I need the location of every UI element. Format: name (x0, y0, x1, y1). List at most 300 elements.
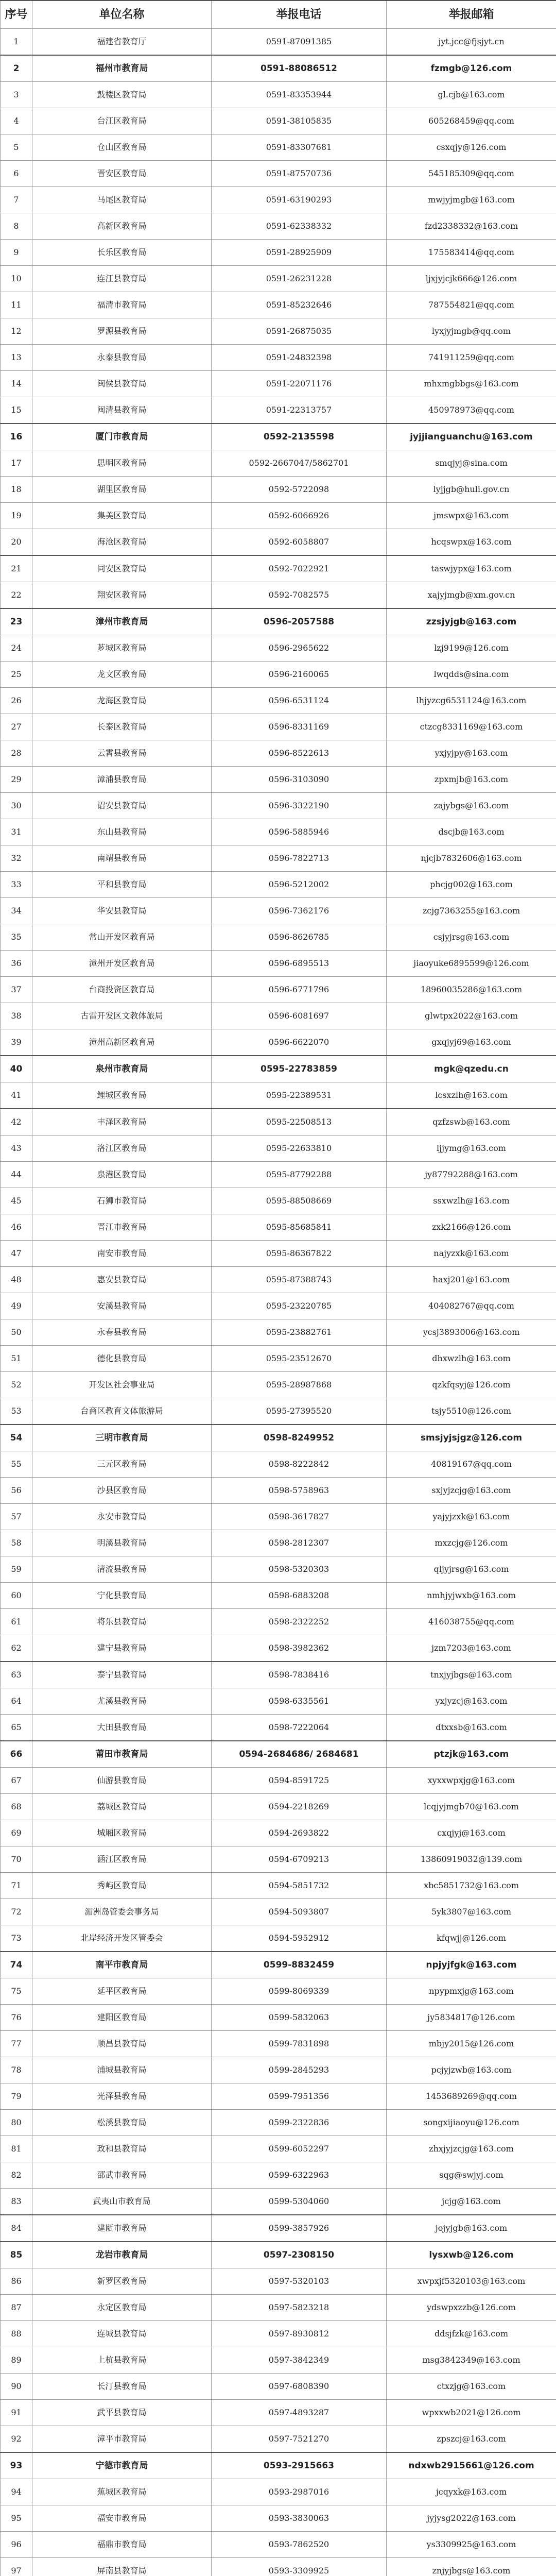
phone-cell: 0598-3982362 (212, 1635, 387, 1662)
unit-name-cell: 沙县区教育局 (32, 1478, 212, 1504)
phone-cell: 0594-2218269 (212, 1794, 387, 1820)
phone-cell: 0591-22313757 (212, 397, 387, 424)
row-index-cell: 58 (1, 1530, 32, 1556)
unit-name-cell: 三明市教育局 (32, 1425, 212, 1451)
row-index-cell: 65 (1, 1715, 32, 1741)
email-cell: tnxjyjbgs@163.com (387, 1662, 556, 1688)
email-cell: najyzxk@163.com (387, 1241, 556, 1267)
table-row (1, 872, 556, 898)
table-row (1, 1082, 556, 1109)
table-row (1, 688, 556, 714)
table-row (1, 1003, 556, 1029)
email-cell: zpszcj@163.com (387, 2426, 556, 2453)
phone-cell: 0591-26875035 (212, 318, 387, 345)
unit-name-cell: 光泽县教育局 (32, 2083, 212, 2110)
table-row (1, 2242, 556, 2268)
unit-name-cell: 北岸经济开发区管委会 (32, 1925, 212, 1952)
email-cell: 404082767@qq.com (387, 1293, 556, 1319)
email-cell: tsjy5510@126.com (387, 1398, 556, 1425)
phone-cell: 0595-23220785 (212, 1293, 387, 1319)
table-row (1, 2189, 556, 2215)
row-index-cell: 31 (1, 819, 32, 845)
phone-cell: 0592-6058807 (212, 529, 387, 556)
email-cell: yxjyzcj@163.com (387, 1688, 556, 1715)
row-index-cell: 28 (1, 740, 32, 767)
email-cell: csjyjrsg@163.com (387, 924, 556, 951)
unit-name-cell: 南靖县教育局 (32, 845, 212, 872)
row-index-cell: 9 (1, 240, 32, 266)
phone-cell: 0598-3617827 (212, 1504, 387, 1530)
unit-name-cell: 晋江市教育局 (32, 1214, 212, 1241)
row-index-cell: 21 (1, 555, 32, 582)
unit-name-cell: 集美区教育局 (32, 503, 212, 529)
table-row (1, 662, 556, 688)
email-cell: yajyjzxk@163.com (387, 1504, 556, 1530)
phone-cell: 0591-88086512 (212, 55, 387, 82)
table-row (1, 1846, 556, 1873)
unit-name-cell: 安溪县教育局 (32, 1293, 212, 1319)
row-index-cell: 61 (1, 1609, 32, 1635)
email-cell: csxqjy@126.com (387, 134, 556, 161)
unit-name-cell: 华安县教育局 (32, 898, 212, 924)
row-index-cell: 49 (1, 1293, 32, 1319)
phone-cell: 0591-26231228 (212, 266, 387, 292)
phone-cell: 0594-5952912 (212, 1925, 387, 1952)
unit-name-cell: 漳浦县教育局 (32, 767, 212, 793)
email-cell: smsjyjsjgz@126.com (387, 1425, 556, 1451)
phone-cell: 0598-5758963 (212, 1478, 387, 1504)
table-row (1, 1478, 556, 1504)
phone-cell: 0597-5823218 (212, 2295, 387, 2321)
email-cell: kfqwjj@126.com (387, 1925, 556, 1952)
row-index-cell: 35 (1, 924, 32, 951)
unit-name-cell: 龙海区教育局 (32, 688, 212, 714)
phone-cell: 0596-7822713 (212, 845, 387, 872)
unit-name-cell: 思明区教育局 (32, 450, 212, 477)
unit-name-cell: 建瓯市教育局 (32, 2215, 212, 2242)
unit-name-cell: 长乐区教育局 (32, 240, 212, 266)
table-row (1, 1899, 556, 1925)
table-row (1, 1319, 556, 1346)
unit-name-cell: 长汀县教育局 (32, 2374, 212, 2400)
row-index-cell: 97 (1, 2558, 32, 2576)
phone-cell: 0599-3857926 (212, 2215, 387, 2242)
unit-name-cell: 晋安区教育局 (32, 161, 212, 187)
table-row (1, 1451, 556, 1478)
table-row (1, 1241, 556, 1267)
row-index-cell: 92 (1, 2426, 32, 2453)
table-row (1, 635, 556, 662)
email-cell: cxqjyj@163.com (387, 1820, 556, 1846)
phone-cell: 0598-2322252 (212, 1609, 387, 1635)
email-cell: jyjjianguanchu@163.com (387, 423, 556, 450)
phone-cell: 0598-8222842 (212, 1451, 387, 1478)
email-cell: qzkfqsyj@126.com (387, 1372, 556, 1398)
unit-name-cell: 邵武市教育局 (32, 2162, 212, 2189)
phone-cell: 0596-6895513 (212, 951, 387, 977)
table-row (1, 2110, 556, 2136)
unit-name-cell: 泉州市教育局 (32, 1056, 212, 1082)
unit-name-cell: 闽侯县教育局 (32, 371, 212, 397)
unit-name-cell: 城厢区教育局 (32, 1820, 212, 1846)
phone-cell: 0597-7521270 (212, 2426, 387, 2453)
table-row (1, 1109, 556, 1136)
unit-name-cell: 建宁县教育局 (32, 1635, 212, 1662)
table-row (1, 2057, 556, 2083)
table-row (1, 503, 556, 529)
row-index-cell: 40 (1, 1056, 32, 1082)
table-row (1, 108, 556, 134)
phone-cell: 0599-5304060 (212, 2189, 387, 2215)
row-index-cell: 26 (1, 688, 32, 714)
unit-name-cell: 连城县教育局 (32, 2321, 212, 2347)
row-index-cell: 83 (1, 2189, 32, 2215)
phone-cell: 0591-24832398 (212, 345, 387, 371)
unit-name-cell: 漳州高新区教育局 (32, 1029, 212, 1056)
email-cell: 741911259@qq.com (387, 345, 556, 371)
table-row (1, 2083, 556, 2110)
email-cell: zhxjyjzcjg@163.com (387, 2136, 556, 2162)
unit-name-cell: 浦城县教育局 (32, 2057, 212, 2083)
table-row (1, 1635, 556, 1662)
table-row (1, 555, 556, 582)
table-row (1, 1662, 556, 1688)
table-row (1, 2532, 556, 2558)
unit-name-cell: 龙文区教育局 (32, 662, 212, 688)
unit-name-cell: 平和县教育局 (32, 872, 212, 898)
phone-cell: 0599-6052297 (212, 2136, 387, 2162)
email-cell: znjyjbgs@163.com (387, 2558, 556, 2576)
table-row (1, 1768, 556, 1794)
email-cell: haxj201@163.com (387, 1267, 556, 1293)
table-row (1, 266, 556, 292)
unit-name-cell: 鼓楼区教育局 (32, 82, 212, 108)
phone-cell: 0596-6531124 (212, 688, 387, 714)
phone-cell: 0591-83307681 (212, 134, 387, 161)
phone-cell: 0594-5093807 (212, 1899, 387, 1925)
table-row (1, 1583, 556, 1609)
phone-cell: 0592-6066926 (212, 503, 387, 529)
header-email: 举报邮箱 (387, 1, 556, 29)
email-cell: jmswpx@163.com (387, 503, 556, 529)
email-cell: ydswpxzzb@126.com (387, 2295, 556, 2321)
row-index-cell: 43 (1, 1136, 32, 1162)
row-index-cell: 5 (1, 134, 32, 161)
row-index-cell: 38 (1, 1003, 32, 1029)
unit-name-cell: 莆田市教育局 (32, 1741, 212, 1768)
email-cell: lysxwb@126.com (387, 2242, 556, 2268)
phone-cell: 0598-8249952 (212, 1425, 387, 1451)
phone-cell: 0593-3830063 (212, 2505, 387, 2532)
row-index-cell: 16 (1, 423, 32, 450)
phone-cell: 0591-85232646 (212, 292, 387, 318)
table-row (1, 924, 556, 951)
email-cell: ljjymg@163.com (387, 1136, 556, 1162)
table-row (1, 2479, 556, 2505)
phone-cell: 0595-28987868 (212, 1372, 387, 1398)
row-index-cell: 2 (1, 55, 32, 82)
unit-name-cell: 政和县教育局 (32, 2136, 212, 2162)
unit-name-cell: 洛江区教育局 (32, 1136, 212, 1162)
table-row (1, 1398, 556, 1425)
table-row (1, 1688, 556, 1715)
row-index-cell: 86 (1, 2268, 32, 2295)
row-index-cell: 54 (1, 1425, 32, 1451)
unit-name-cell: 福安市教育局 (32, 2505, 212, 2532)
phone-cell: 0596-2965622 (212, 635, 387, 662)
row-index-cell: 29 (1, 767, 32, 793)
row-index-cell: 57 (1, 1504, 32, 1530)
row-index-cell: 95 (1, 2505, 32, 2532)
header-unit: 单位名称 (32, 1, 212, 29)
table-row (1, 240, 556, 266)
email-cell: lyxjyjmgb@qq.com (387, 318, 556, 345)
row-index-cell: 50 (1, 1319, 32, 1346)
unit-name-cell: 蕉城区教育局 (32, 2479, 212, 2505)
table-row (1, 213, 556, 240)
row-index-cell: 82 (1, 2162, 32, 2189)
email-cell: jy87792288@163.com (387, 1162, 556, 1188)
unit-name-cell: 南安市教育局 (32, 1241, 212, 1267)
email-cell: qzfzswb@163.com (387, 1109, 556, 1136)
email-cell: jy5834817@126.com (387, 2005, 556, 2031)
unit-name-cell: 尤溪县教育局 (32, 1688, 212, 1715)
email-cell: lcsxzlh@163.com (387, 1082, 556, 1109)
email-cell: 175583414@qq.com (387, 240, 556, 266)
table-row (1, 1715, 556, 1741)
phone-cell: 0593-2987016 (212, 2479, 387, 2505)
table-row (1, 1820, 556, 1846)
phone-cell: 0596-3322190 (212, 793, 387, 819)
email-cell: dhxwzlh@163.com (387, 1346, 556, 1372)
row-index-cell: 32 (1, 845, 32, 872)
unit-name-cell: 开发区社会事业局 (32, 1372, 212, 1398)
table-row (1, 1136, 556, 1162)
phone-cell: 0596-5885946 (212, 819, 387, 845)
unit-name-cell: 南平市教育局 (32, 1952, 212, 1978)
unit-name-cell: 宁化县教育局 (32, 1583, 212, 1609)
row-index-cell: 10 (1, 266, 32, 292)
row-index-cell: 11 (1, 292, 32, 318)
phone-cell: 0596-6771796 (212, 977, 387, 1003)
row-index-cell: 46 (1, 1214, 32, 1241)
table-row (1, 371, 556, 397)
unit-name-cell: 漳平市教育局 (32, 2426, 212, 2453)
table-row (1, 292, 556, 318)
table-row (1, 1267, 556, 1293)
table-row (1, 187, 556, 213)
row-index-cell: 87 (1, 2295, 32, 2321)
phone-cell: 0597-8930812 (212, 2321, 387, 2347)
row-index-cell: 77 (1, 2031, 32, 2057)
table-row (1, 977, 556, 1003)
row-index-cell: 75 (1, 1978, 32, 2005)
email-cell: xbc5851732@163.com (387, 1873, 556, 1899)
unit-name-cell: 宁德市教育局 (32, 2452, 212, 2479)
email-cell: nmhjyjwxb@163.com (387, 1583, 556, 1609)
phone-cell: 0597-5320103 (212, 2268, 387, 2295)
phone-cell: 0591-38105835 (212, 108, 387, 134)
unit-name-cell: 延平区教育局 (32, 1978, 212, 2005)
phone-cell: 0592-5722098 (212, 477, 387, 503)
phone-cell: 0594-8591725 (212, 1768, 387, 1794)
row-index-cell: 22 (1, 582, 32, 609)
phone-cell: 0595-22783859 (212, 1056, 387, 1082)
row-index-cell: 93 (1, 2452, 32, 2479)
unit-name-cell: 武平县教育局 (32, 2400, 212, 2426)
table-row (1, 423, 556, 450)
email-cell: wpxxwb2021@126.com (387, 2400, 556, 2426)
email-cell: gl.cjb@163.com (387, 82, 556, 108)
phone-cell: 0595-22633810 (212, 1136, 387, 1162)
email-cell: 450978973@qq.com (387, 397, 556, 424)
email-cell: fzmgb@126.com (387, 55, 556, 82)
phone-cell: 0595-87388743 (212, 1267, 387, 1293)
table-row (1, 1925, 556, 1952)
row-index-cell: 63 (1, 1662, 32, 1688)
table-row (1, 1056, 556, 1082)
phone-cell: 0596-8626785 (212, 924, 387, 951)
email-cell: zxk2166@126.com (387, 1214, 556, 1241)
phone-cell: 0598-5320303 (212, 1556, 387, 1583)
unit-name-cell: 惠安县教育局 (32, 1267, 212, 1293)
table-row (1, 1530, 556, 1556)
email-cell: ddsjfzk@163.com (387, 2321, 556, 2347)
phone-cell: 0591-87091385 (212, 29, 387, 56)
phone-cell: 0596-6622070 (212, 1029, 387, 1056)
phone-cell: 0597-3842349 (212, 2347, 387, 2374)
phone-cell: 0597-6808390 (212, 2374, 387, 2400)
unit-name-cell: 云霄县教育局 (32, 740, 212, 767)
email-cell: 1453689269@qq.com (387, 2083, 556, 2110)
row-index-cell: 3 (1, 82, 32, 108)
phone-cell: 0599-8832459 (212, 1952, 387, 1978)
email-cell: ctxzjg@163.com (387, 2374, 556, 2400)
table-row (1, 529, 556, 556)
table-row (1, 1952, 556, 1978)
row-index-cell: 78 (1, 2057, 32, 2083)
email-cell: glwtpx2022@163.com (387, 1003, 556, 1029)
row-index-cell: 73 (1, 1925, 32, 1952)
unit-name-cell: 建阳区教育局 (32, 2005, 212, 2031)
unit-name-cell: 台商区教育文体旅游局 (32, 1398, 212, 1425)
row-index-cell: 60 (1, 1583, 32, 1609)
table-row (1, 2452, 556, 2479)
unit-name-cell: 鲤城区教育局 (32, 1082, 212, 1109)
row-index-cell: 56 (1, 1478, 32, 1504)
row-index-cell: 89 (1, 2347, 32, 2374)
unit-name-cell: 东山县教育局 (32, 819, 212, 845)
email-cell: xyxxwpxjg@163.com (387, 1768, 556, 1794)
phone-cell: 0595-86367822 (212, 1241, 387, 1267)
table-row (1, 1346, 556, 1372)
phone-cell: 0599-2845293 (212, 2057, 387, 2083)
unit-name-cell: 新罗区教育局 (32, 2268, 212, 2295)
phone-cell: 0598-2812307 (212, 1530, 387, 1556)
unit-name-cell: 清流县教育局 (32, 1556, 212, 1583)
table-row (1, 477, 556, 503)
table-row (1, 2136, 556, 2162)
row-index-cell: 27 (1, 714, 32, 740)
table-row (1, 82, 556, 108)
row-index-cell: 36 (1, 951, 32, 977)
unit-name-cell: 漳州市教育局 (32, 608, 212, 635)
phone-cell: 0595-87792288 (212, 1162, 387, 1188)
table-row (1, 2295, 556, 2321)
unit-name-cell: 仙游县教育局 (32, 1768, 212, 1794)
row-index-cell: 44 (1, 1162, 32, 1188)
table-row (1, 1504, 556, 1530)
row-index-cell: 59 (1, 1556, 32, 1583)
row-index-cell: 81 (1, 2136, 32, 2162)
row-index-cell: 37 (1, 977, 32, 1003)
row-index-cell: 53 (1, 1398, 32, 1425)
phone-cell: 0597-4893287 (212, 2400, 387, 2426)
email-cell: sxjyjzcjg@163.com (387, 1478, 556, 1504)
unit-name-cell: 永安市教育局 (32, 1504, 212, 1530)
table-row (1, 582, 556, 609)
unit-name-cell: 屏南县教育局 (32, 2558, 212, 2576)
phone-cell: 0596-7362176 (212, 898, 387, 924)
unit-name-cell: 大田县教育局 (32, 1715, 212, 1741)
table-row (1, 767, 556, 793)
table-row (1, 740, 556, 767)
unit-name-cell: 台商投资区教育局 (32, 977, 212, 1003)
unit-name-cell: 罗源县教育局 (32, 318, 212, 345)
email-cell: xwpxjf5320103@163.com (387, 2268, 556, 2295)
phone-cell: 0596-3103090 (212, 767, 387, 793)
email-cell: lwqdds@sina.com (387, 662, 556, 688)
table-row (1, 2426, 556, 2453)
phone-cell: 0594-2684686/ 2684681 (212, 1741, 387, 1768)
email-cell: ndxwb2915661@126.com (387, 2452, 556, 2479)
phone-cell: 0593-7862520 (212, 2532, 387, 2558)
table-row (1, 2162, 556, 2189)
email-cell: lyjjgb@huli.gov.cn (387, 477, 556, 503)
header-phone: 举报电话 (212, 1, 387, 29)
phone-cell: 0596-6081697 (212, 1003, 387, 1029)
table-row (1, 55, 556, 82)
row-index-cell: 42 (1, 1109, 32, 1136)
email-cell: 13860919032@139.com (387, 1846, 556, 1873)
unit-name-cell: 连江县教育局 (32, 266, 212, 292)
row-index-cell: 8 (1, 213, 32, 240)
unit-name-cell: 明溪县教育局 (32, 1530, 212, 1556)
unit-name-cell: 台江区教育局 (32, 108, 212, 134)
phone-cell: 0596-8331169 (212, 714, 387, 740)
table-row (1, 1162, 556, 1188)
row-index-cell: 70 (1, 1846, 32, 1873)
unit-name-cell: 永定区教育局 (32, 2295, 212, 2321)
email-cell: mxzcjg@126.com (387, 1530, 556, 1556)
row-index-cell: 34 (1, 898, 32, 924)
row-index-cell: 91 (1, 2400, 32, 2426)
row-index-cell: 17 (1, 450, 32, 477)
row-index-cell: 66 (1, 1741, 32, 1768)
email-cell: phcjg002@163.com (387, 872, 556, 898)
email-cell: 787554821@qq.com (387, 292, 556, 318)
table-row (1, 29, 556, 56)
unit-name-cell: 高新区教育局 (32, 213, 212, 240)
phone-cell: 0594-2693822 (212, 1820, 387, 1846)
table-row (1, 819, 556, 845)
unit-name-cell: 诏安县教育局 (32, 793, 212, 819)
unit-name-cell: 石狮市教育局 (32, 1188, 212, 1214)
phone-cell: 0599-5832063 (212, 2005, 387, 2031)
unit-name-cell: 马尾区教育局 (32, 187, 212, 213)
phone-cell: 0598-6883208 (212, 1583, 387, 1609)
email-cell: taswjypx@163.com (387, 555, 556, 582)
